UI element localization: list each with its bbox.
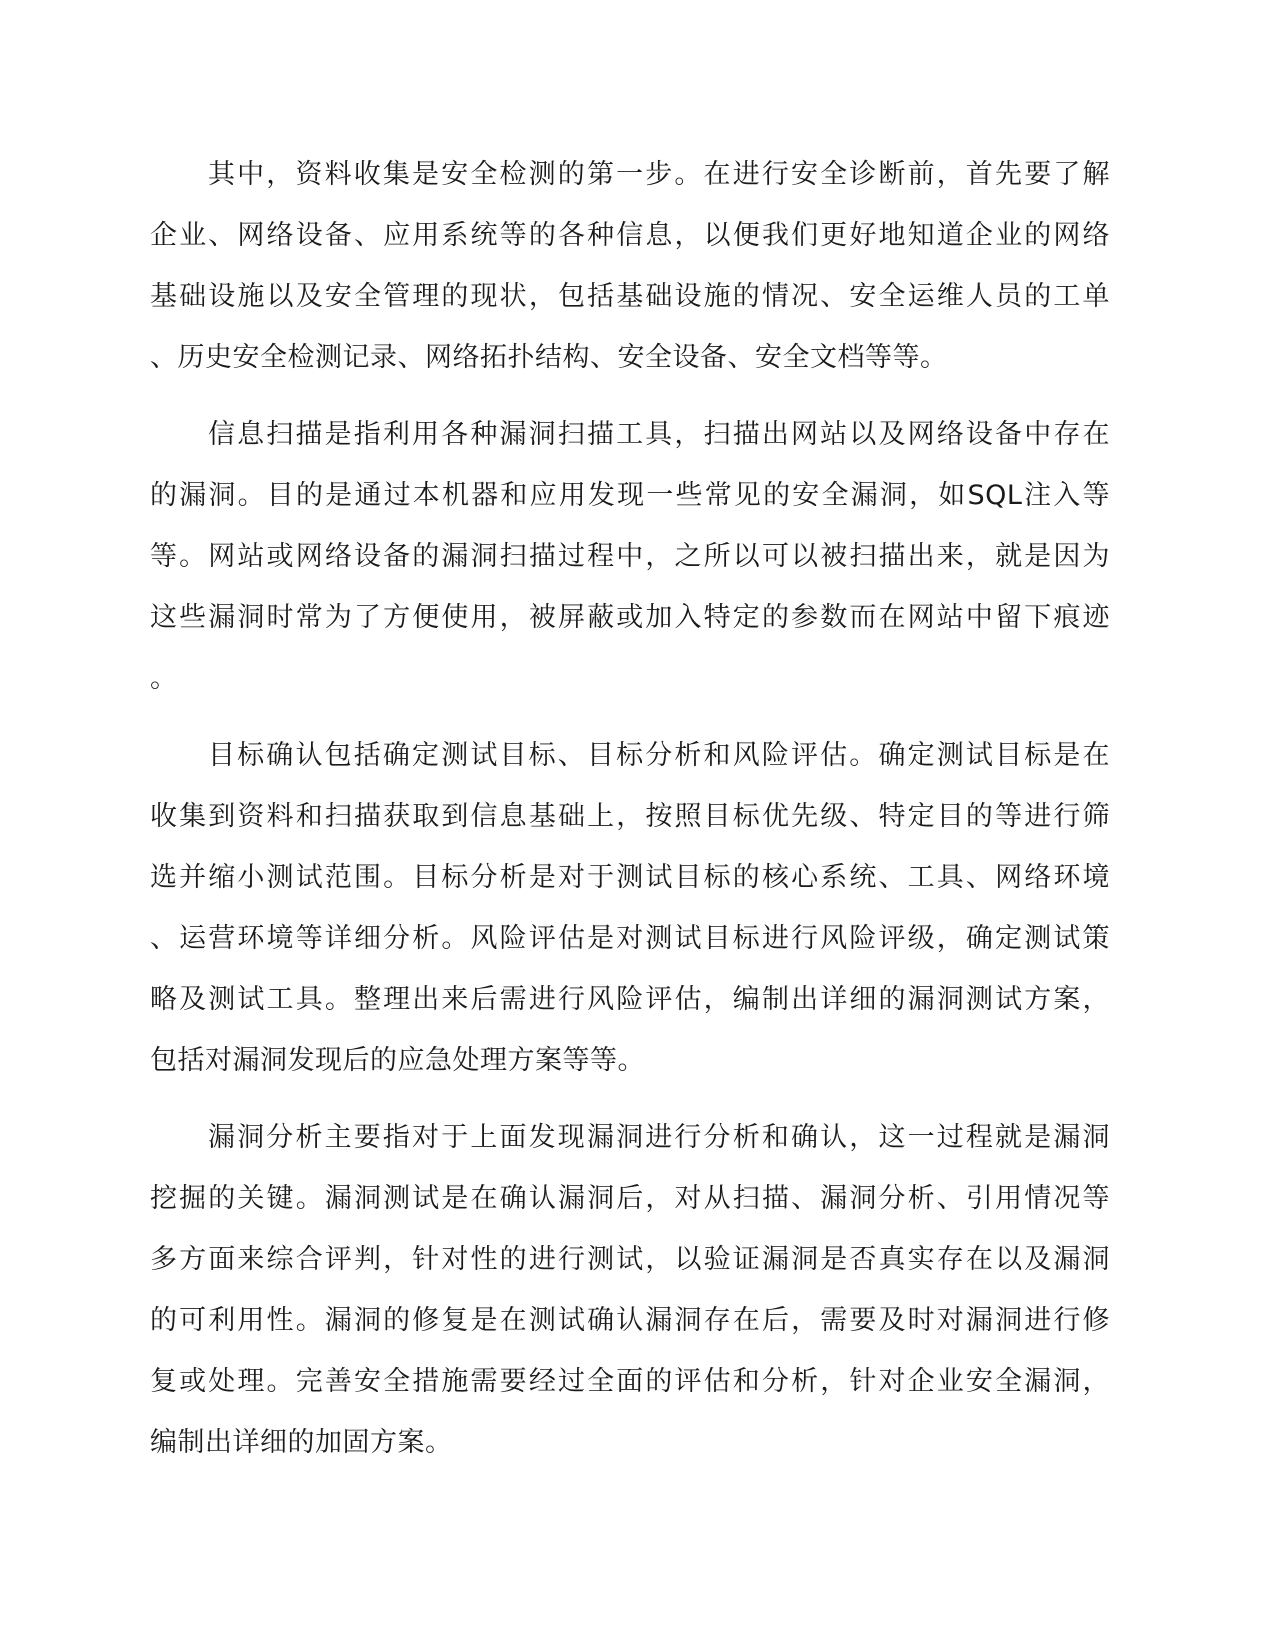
text-line: 等。网站或网络设备的漏洞扫描过程中，之所以可以被扫描出来，就是因为 <box>150 541 1110 572</box>
text-line: 略及测试工具。整理出来后需进行风险评估，编制出详细的漏洞测试方案， <box>150 984 1110 1015</box>
text-line: 的漏洞。目的是通过本机器和应用发现一些常见的安全漏洞，如SQL注入等 <box>150 480 1110 511</box>
text-line: 的可利用性。漏洞的修复是在测试确认漏洞存在后，需要及时对漏洞进行修 <box>150 1305 1110 1336</box>
text-line: 编制出详细的加固方案。 <box>150 1427 453 1458</box>
document-body <box>150 144 1110 1489</box>
text-line: 这些漏洞时常为了方便使用，被屏蔽或加入特定的参数而在网站中留下痕迹 <box>150 602 1110 633</box>
text-line: 、运营环境等详细分析。风险评估是对测试目标进行风险评级，确定测试策 <box>150 923 1110 954</box>
text-line: 目标确认包括确定测试目标、目标分析和风险评估。确定测试目标是在 <box>208 740 1110 771</box>
text-line: 企业、网络设备、应用系统等的各种信息，以便我们更好地知道企业的网络 <box>150 220 1110 251</box>
text-line: 。 <box>150 663 178 694</box>
text-line: 信息扫描是指利用各种漏洞扫描工具，扫描出网站以及网络设备中存在 <box>208 419 1110 450</box>
text-line: 收集到资料和扫描获取到信息基础上，按照目标优先级、特定目的等进行筛 <box>150 801 1110 832</box>
text-line: 漏洞分析主要指对于上面发现漏洞进行分析和确认，这一过程就是漏洞 <box>208 1122 1110 1153</box>
paragraph-vulnerability-analysis <box>150 1107 1110 1473</box>
text-line: 选并缩小测试范围。目标分析是对于测试目标的核心系统、工具、网络环境 <box>150 862 1110 893</box>
text-line: 包括对漏洞发现后的应急处理方案等等。 <box>150 1045 645 1076</box>
text-line: 复或处理。完善安全措施需要经过全面的评估和分析，针对企业安全漏洞， <box>150 1366 1110 1397</box>
text-line: 、历史安全检测记录、网络拓扑结构、安全设备、安全文档等等。 <box>150 342 948 373</box>
text-line: 其中，资料收集是安全检测的第一步。在进行安全诊断前，首先要了解 <box>208 159 1110 190</box>
paragraph-target-confirmation <box>150 725 1110 1091</box>
text-line: 挖掘的关键。漏洞测试是在确认漏洞后，对从扫描、漏洞分析、引用情况等 <box>150 1183 1110 1214</box>
text-line: 基础设施以及安全管理的现状，包括基础设施的情况、安全运维人员的工单 <box>150 281 1110 312</box>
text-line: 多方面来综合评判，针对性的进行测试，以验证漏洞是否真实存在以及漏洞 <box>150 1244 1110 1275</box>
paragraph-information-scanning <box>150 404 1110 709</box>
paragraph-data-collection <box>150 144 1110 388</box>
